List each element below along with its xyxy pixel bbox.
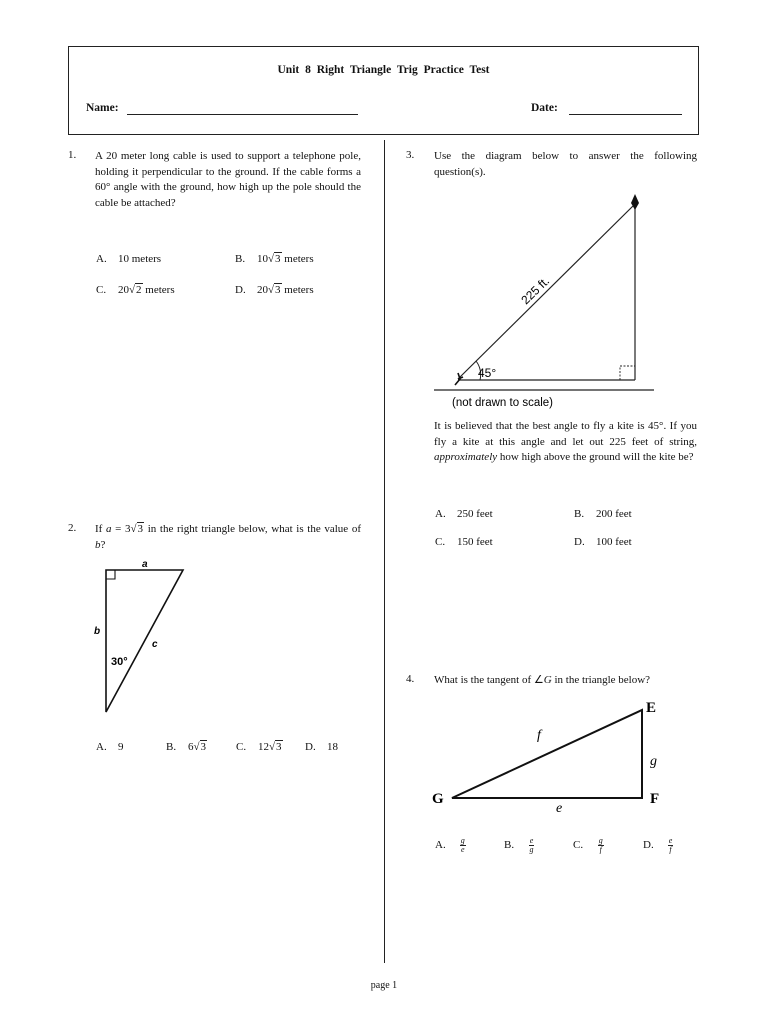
question-text: A 20 meter long cable is used to support a telephone pole, holding it perpendicular to the ground. If the cable forms a 60° angle with the ground, how high up the pole should the cable be attached? xyxy=(95,150,361,209)
question-text: It is believed that the best angle to fly a kite is 45°. If you fly a kite at this angle and let out 225 feet of string, approximately how high above the ground will the kite be? xyxy=(434,420,697,464)
question-text: If a = 3√3 in the right triangle below, what is the value of b? xyxy=(95,523,361,551)
choice-d: D. 20√3 meters xyxy=(235,284,314,296)
page-footer: page 1 xyxy=(370,980,398,991)
question-number: 4. xyxy=(406,673,415,685)
angle-label: 45° xyxy=(478,366,497,380)
choice-d: D. 18 xyxy=(305,741,338,753)
side-label-a: a xyxy=(142,559,148,570)
date-field-line xyxy=(569,114,682,115)
kite-diagram xyxy=(430,190,660,420)
choice-a: A. 250 feet xyxy=(435,508,493,520)
choice-c: C. 150 feet xyxy=(435,536,493,548)
hypotenuse-label: 225 ft. xyxy=(518,273,553,308)
question-intro: Use the diagram below to answer the following question(s). xyxy=(434,150,697,178)
choice-c: C. $\frac{g}{f}$ xyxy=(573,836,603,854)
vertex-label-e: E xyxy=(646,700,657,716)
choice-b: B. 6√3 xyxy=(166,741,207,753)
question-number: 1. xyxy=(68,149,77,161)
question-number: 2. xyxy=(68,522,77,534)
choice-a: A. 9 xyxy=(96,741,124,753)
choice-a: A. $\frac{g}{e}$ xyxy=(435,836,465,854)
choice-b: B. $\frac{e}{g}$ xyxy=(504,836,534,854)
side-label-e: e xyxy=(556,801,563,816)
triangle-figure-q4 xyxy=(425,693,675,818)
choice-a: A. 10 meters xyxy=(96,253,162,265)
question-text: What is the tangent of ∠G in the triangle below? xyxy=(434,674,651,686)
side-label-b: b xyxy=(94,626,101,637)
vertex-label-f: F xyxy=(650,791,660,807)
choice-b: B. 10√3 meters xyxy=(235,253,314,265)
choice-d: D. 100 feet xyxy=(574,536,632,548)
choice-b: B. 200 feet xyxy=(574,508,632,520)
question-number: 3. xyxy=(406,149,415,161)
page-title: Unit 8 Right Triangle Trig Practice Test xyxy=(277,64,490,76)
header-box xyxy=(68,46,699,135)
choice-c: C. 12√3 xyxy=(236,741,282,753)
scale-note: (not drawn to scale) xyxy=(452,397,553,409)
side-label-g: g xyxy=(650,754,657,769)
name-field-line xyxy=(127,114,358,115)
column-divider xyxy=(384,140,385,963)
side-label-f: f xyxy=(537,728,541,743)
choice-d: D. $\frac{e}{f}$ xyxy=(643,836,673,854)
triangle-figure-q2 xyxy=(90,558,190,718)
angle-label: 30° xyxy=(111,656,128,668)
side-label-c: c xyxy=(152,639,158,650)
vertex-label-g: G xyxy=(432,791,444,807)
choice-c: C. 20√2 meters xyxy=(96,284,175,296)
date-label: Date: xyxy=(531,102,558,114)
name-label: Name: xyxy=(86,102,119,114)
